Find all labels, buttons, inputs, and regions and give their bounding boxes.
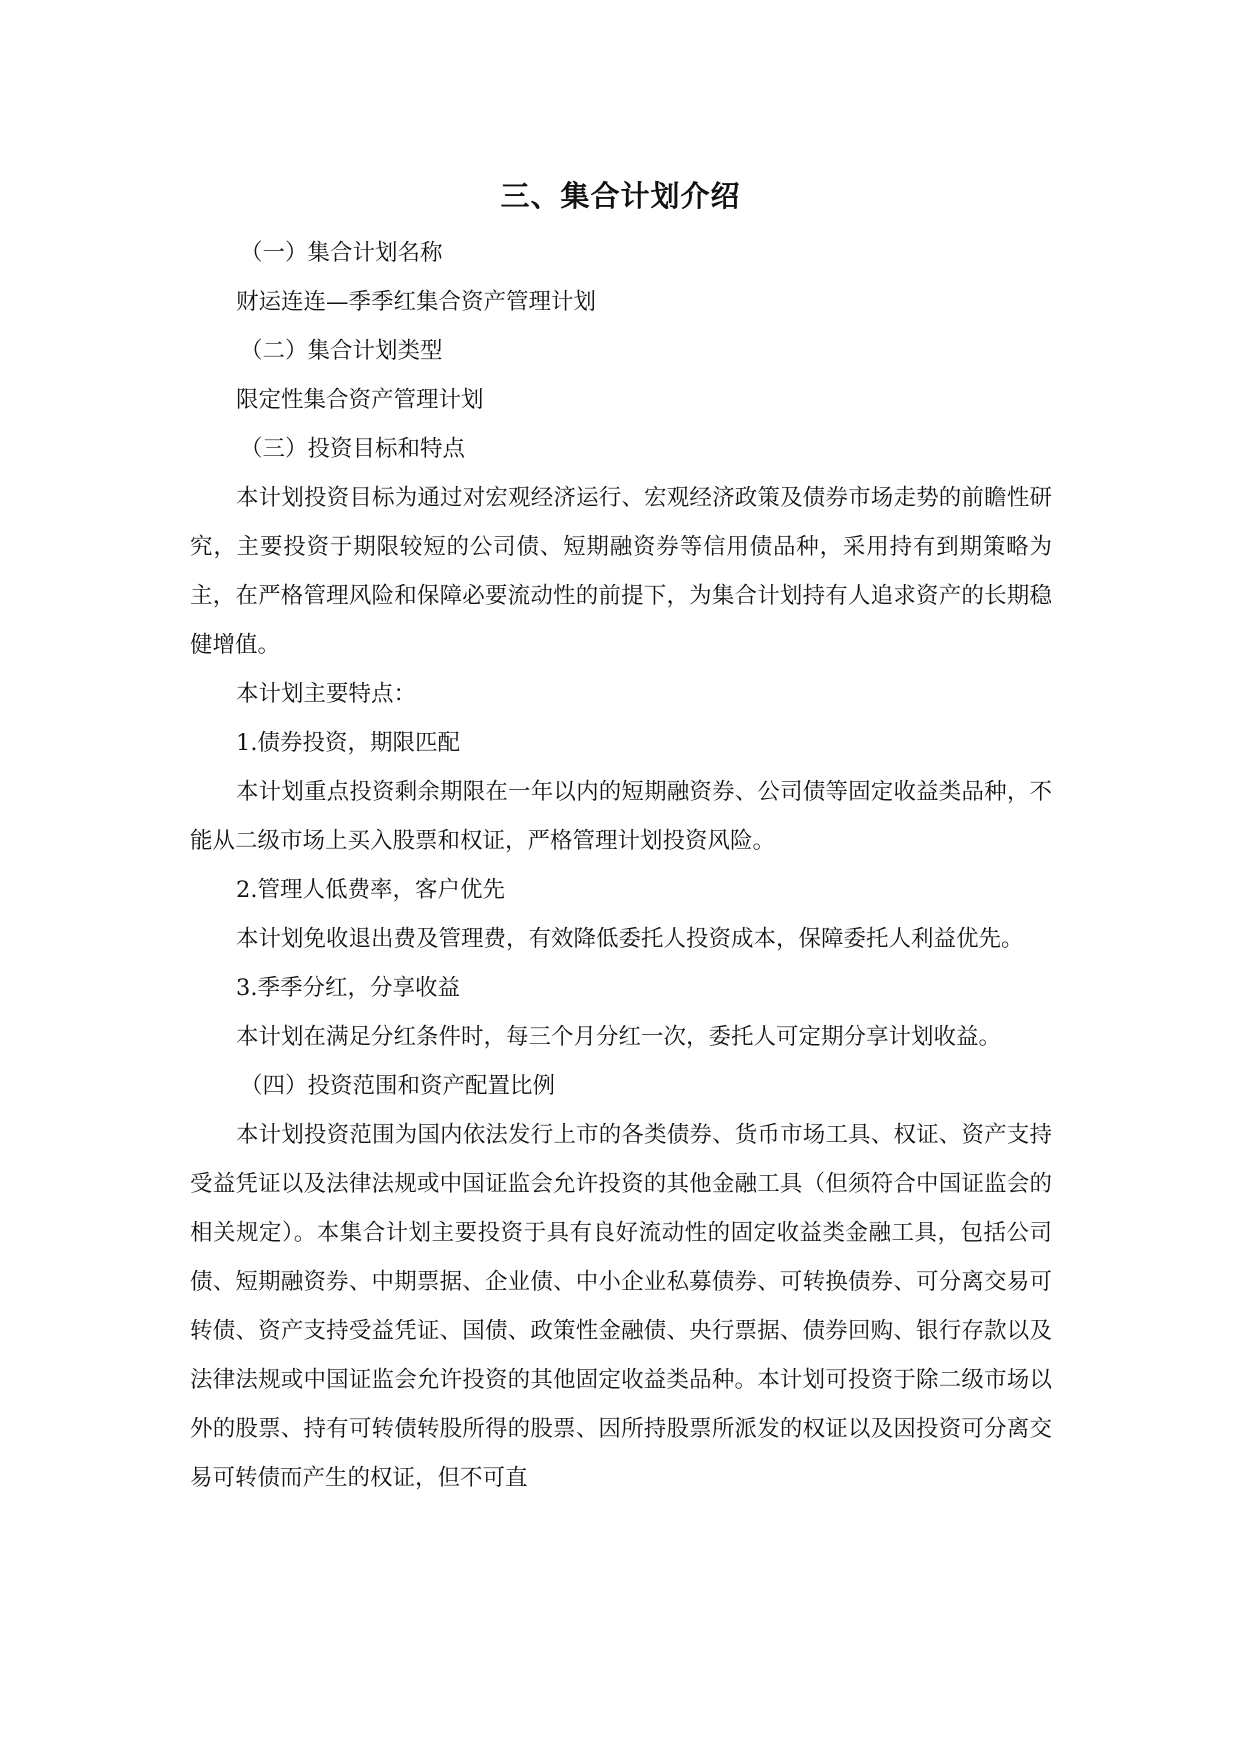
section-heading-objective: （三）投资目标和特点 — [240, 436, 466, 462]
feature-3-heading: 3.季季分红，分享收益 — [236, 975, 460, 1001]
feature-1-heading: 1.债券投资，期限匹配 — [236, 730, 460, 756]
page-title: 三、集合计划介绍 — [500, 179, 741, 213]
plan-name-text: 财运连连—季季红集合资产管理计划 — [236, 289, 597, 315]
plan-type-text: 限定性集合资产管理计划 — [236, 387, 484, 413]
section-heading-type: （二）集合计划类型 — [240, 338, 443, 364]
feature-2-text: 本计划免收退出费及管理费，有效降低委托人投资成本，保障委托人利益优先。 — [236, 926, 1024, 952]
features-intro: 本计划主要特点： — [236, 681, 417, 707]
section-heading-scope: （四）投资范围和资产配置比例 — [240, 1073, 556, 1099]
document-body — [190, 229, 1052, 1503]
section-heading-name: （一）集合计划名称 — [240, 240, 443, 266]
feature-1-text: 本计划重点投资剩余期限在一年以内的短期融资券、公司债等固定收益类品种，不能从二级市场上买入股票和权证，严格管理计划投资风险。 — [190, 779, 1052, 854]
feature-3-text: 本计划在满足分红条件时，每三个月分红一次，委托人可定期分享计划收益。 — [236, 1024, 1002, 1050]
objective-paragraph: 本计划投资目标为通过对宏观经济运行、宏观经济政策及债券市场走势的前瞻性研究，主要投资于期限较短的公司债、短期融资券等信用债品种，采用持有到期策略为主，在严格管理风险和保障必要流动性的前提下，为集合计划持有人追求资产的长期稳健增值。 — [190, 485, 1052, 658]
scope-paragraph: 本计划投资范围为国内依法发行上市的各类债券、货币市场工具、权证、资产支持受益凭证以及法律法规或中国证监会允许投资的其他金融工具（但须符合中国证监会的相关规定）。本集合计划主要投资于具有良好流动性的固定收益类金融工具，包括公司债、短期融资券、中期票据、企业债、中小企业私募债券、可转换债券、可分离交易可转债、资产支持受益凭证、国债、政策性金融债、央行票据、债券回购、银行存款以及法律法规或中国证监会允许投资的其他固定收益类品种。本计划可投资于除二级市场以外的股票、持有可转债转股所得的股票、因所持股票所派发的权证以及因投资可分离交易可转债而产生的权证，但不可直 — [190, 1122, 1052, 1491]
feature-2-heading: 2.管理人低费率，客户优先 — [236, 877, 505, 903]
